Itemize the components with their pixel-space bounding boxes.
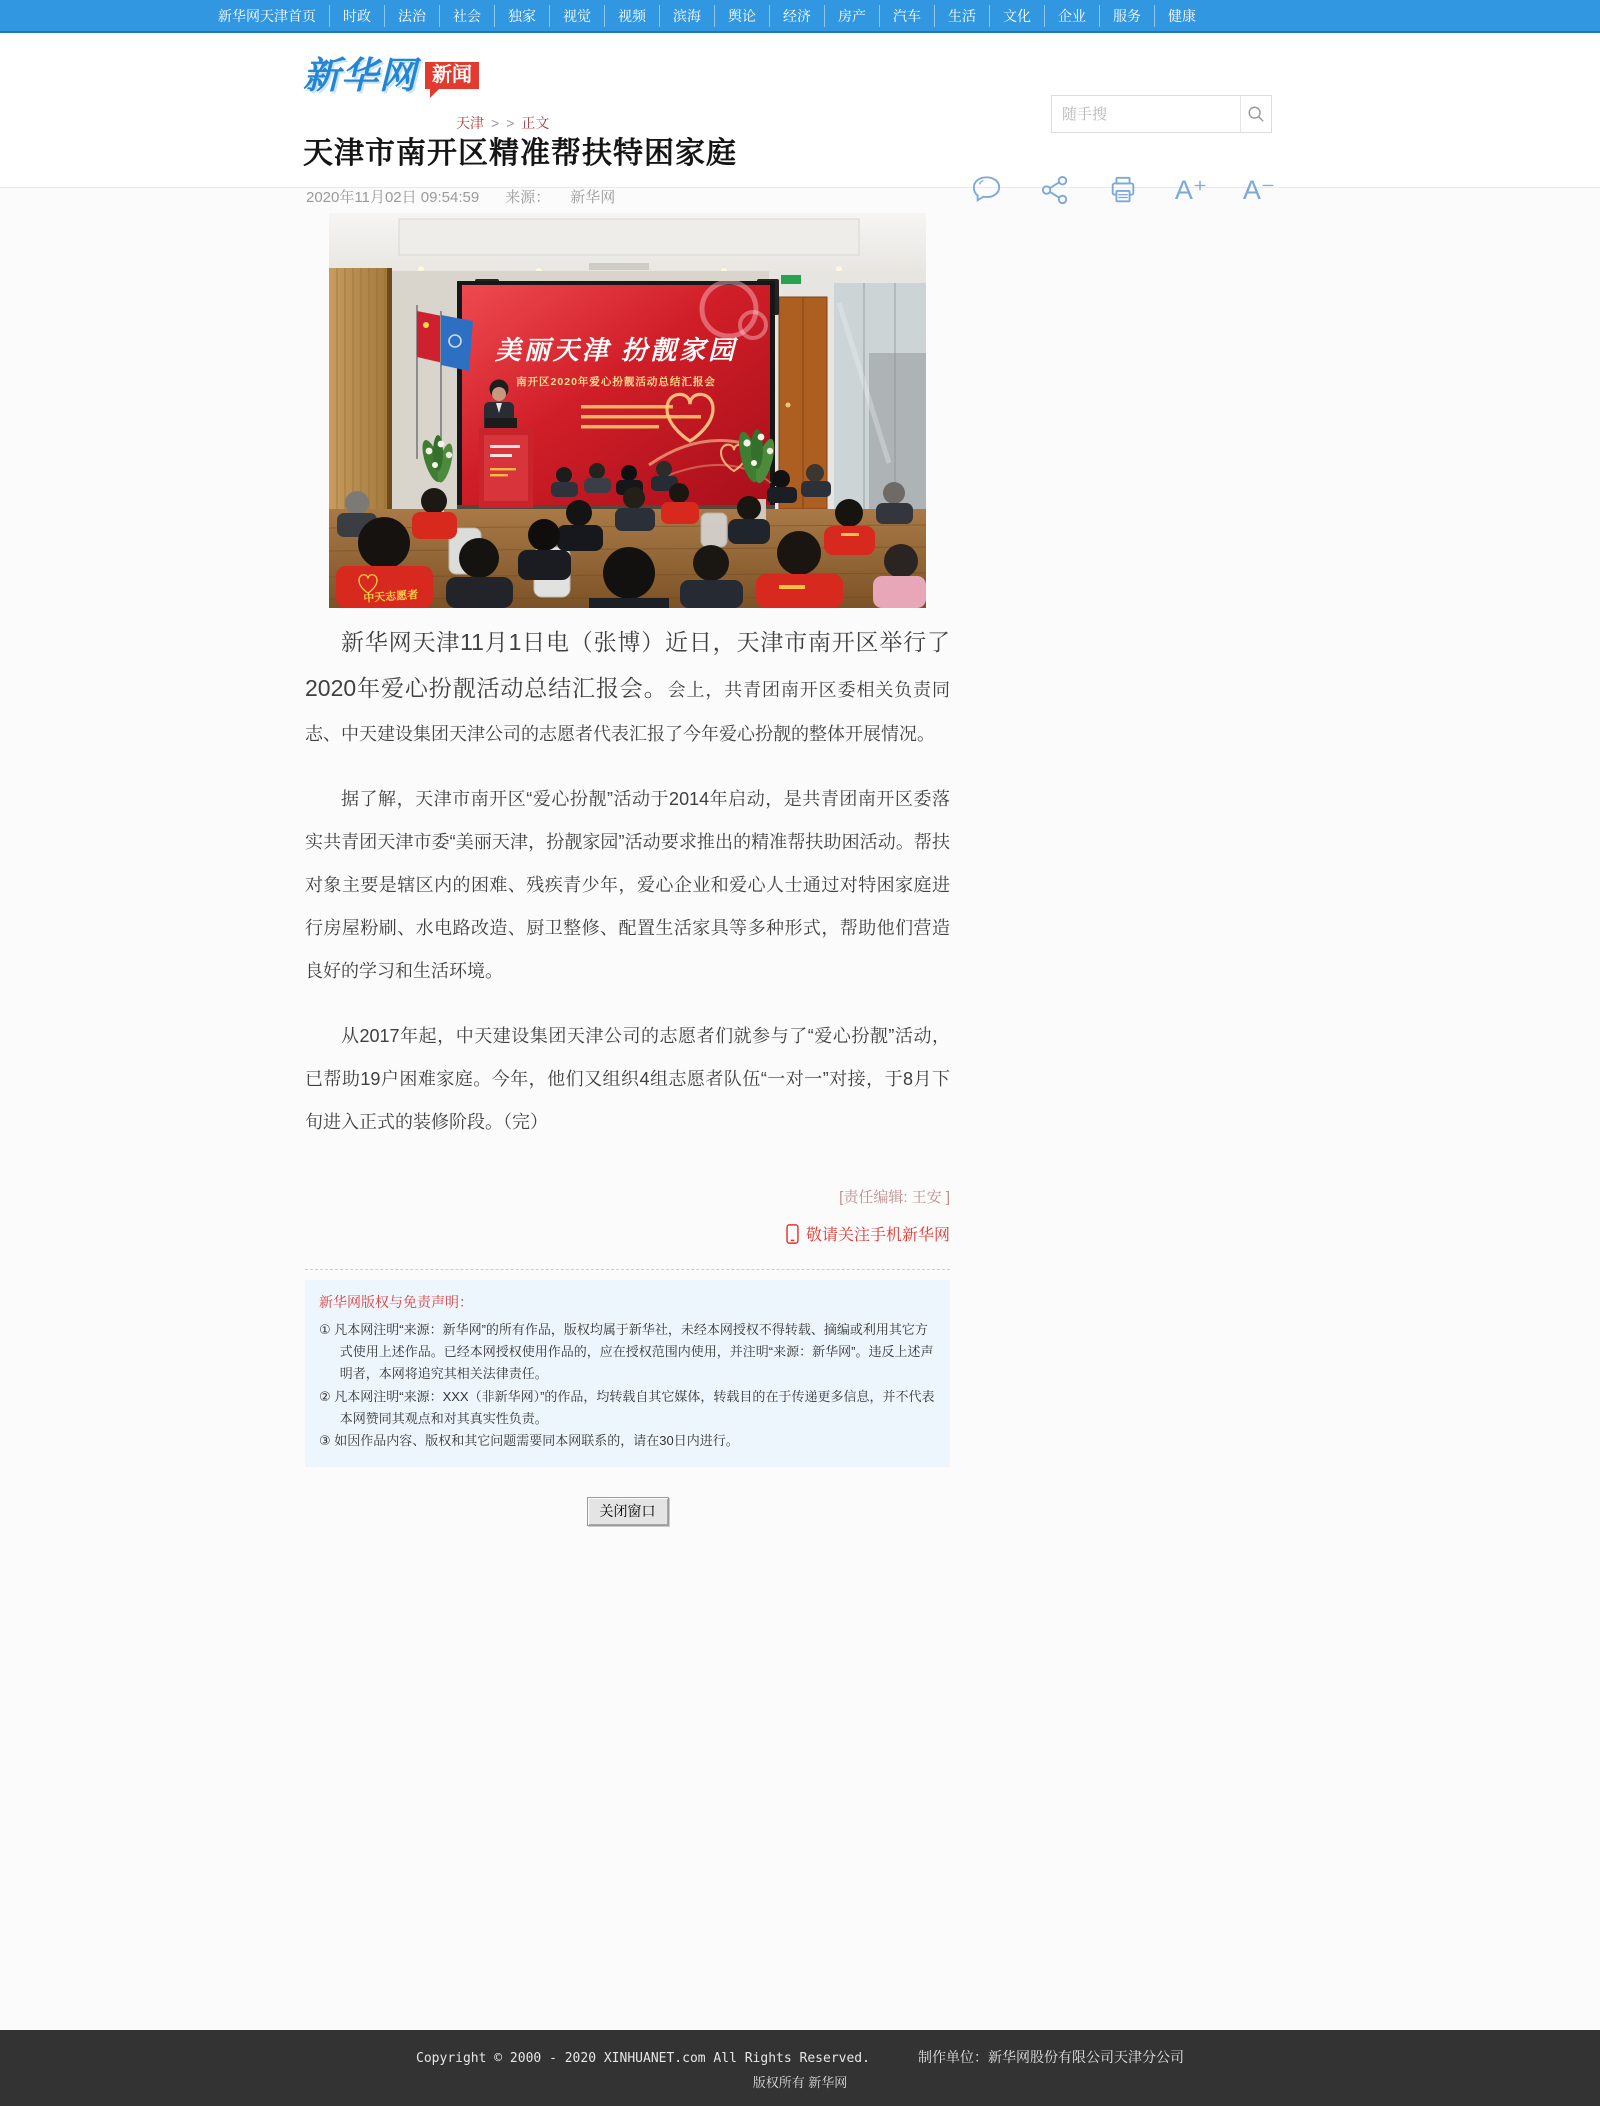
page-header	[0, 33, 1600, 206]
nav-item-home[interactable]: 新华网天津首页	[218, 7, 316, 24]
dashed-divider	[305, 1269, 950, 1270]
nav-item-society[interactable]: 社会	[439, 5, 494, 27]
nav-item-realestate[interactable]: 房产	[824, 5, 879, 27]
font-larger-button[interactable]	[1175, 173, 1207, 207]
logo-text: 新华网	[303, 55, 417, 96]
disclaimer-item: ③ 如因作品内容、版权和其它问题需要同本网联系的，请在30日内进行。	[319, 1433, 739, 1449]
close-window-button[interactable]: 关闭窗口	[587, 1497, 669, 1526]
nav-item-law[interactable]: 法治	[384, 5, 439, 27]
article-photo	[329, 213, 926, 608]
breadcrumb-section-link[interactable]: 天津	[456, 115, 484, 131]
print-button[interactable]	[1107, 173, 1139, 207]
nav-item-exclusive[interactable]: 独家	[494, 5, 549, 27]
article-dateline	[306, 186, 615, 207]
font-larger-icon: A⁺	[1174, 175, 1208, 205]
nav-item-video[interactable]: 视频	[604, 5, 659, 27]
search-input[interactable]	[1052, 96, 1240, 132]
news-badge: 新闻	[425, 62, 479, 89]
article-paragraph-3: 从2017年起，中天建设集团天津公司的志愿者们就参与了“爱心扮靓”活动，已帮助19户困难家庭。今年，他们又组织4组志愿者队伍“一对一”对接，于8月下旬进入正式的装修阶段。（完）	[305, 1026, 950, 1132]
source-value: 新华网	[570, 189, 616, 206]
nav-item-opinion[interactable]: 舆论	[714, 5, 769, 27]
paragraph-rest: 会上，共青团南开区委相关负责同志、中天建设集团天津公司的志愿者代表汇报了今年爱心扮靓的整体开展情况。	[305, 680, 951, 744]
article-paragraph-2: 据了解，天津市南开区“爱心扮靓”活动于2014年启动，是共青团南开区委落实共青团天津市委“美丽天津，扮靓家园”活动要求推出的精准帮扶助困活动。帮扶对象主要是辖区内的困难、残疾青少年，爱心企业和爱心人士通过对特困家庭进行房屋粉刷、水电路改造、厨卫整修、配置生活家具等多种形式，帮助他们营造良好的学习和生活环境。	[305, 789, 950, 981]
top-navigation	[0, 0, 1600, 33]
photo-banner-subtitle: 南开区2020年爱心扮靓活动总结汇报会	[516, 376, 716, 388]
footer-copyright-line	[0, 2030, 1600, 2067]
footer-producer: 制作单位：新华网股份有限公司天津分公司	[917, 2049, 1184, 2065]
font-smaller-icon: A⁻	[1242, 175, 1276, 205]
photo-banner-title: 美丽天津 扮靓家园	[494, 335, 738, 365]
article-toolbar	[971, 173, 1275, 207]
font-smaller-button[interactable]	[1243, 173, 1275, 207]
close-window-area	[305, 1497, 950, 1526]
breadcrumb-separator: >	[491, 115, 500, 131]
publish-date: 2020年11月02日 09:54:59	[306, 189, 480, 206]
nav-item-culture[interactable]: 文化	[989, 5, 1044, 27]
nav-item-health[interactable]: 健康	[1154, 5, 1209, 27]
nav-item-politics[interactable]: 时政	[329, 5, 384, 27]
page-footer	[0, 2030, 1600, 2106]
search-box	[1051, 95, 1272, 133]
nav-item-auto[interactable]: 汽车	[879, 5, 934, 27]
page-title: 天津市南开区精准帮扶特困家庭	[303, 137, 737, 170]
nav-item-economy[interactable]: 经济	[769, 5, 824, 27]
share-icon	[1040, 175, 1070, 205]
comment-button[interactable]	[971, 173, 1003, 207]
search-icon	[1247, 105, 1265, 123]
photo-vest-text: 中天志愿者	[362, 589, 419, 605]
source-label: 来源：	[505, 189, 551, 206]
footer-copyright: Copyright © 2000 - 2020 XINHUANET.com All Rights Reserved.	[416, 2051, 870, 2066]
paragraph-lead: 新华网天津11月1日电（张博）近日，天津市南开区举行了2020年爱心扮靓活动总结汇报会。	[305, 629, 950, 701]
comment-icon	[971, 175, 1003, 205]
xinhuanet-logo[interactable]	[303, 57, 479, 94]
share-button[interactable]	[1039, 173, 1071, 207]
nav-item-enterprise[interactable]: 企业	[1044, 5, 1099, 27]
article-body	[305, 213, 950, 1526]
footer-rights-line: 版权所有 新华网	[752, 2075, 848, 2090]
mobile-xinhuanet-link[interactable]	[786, 1222, 950, 1245]
disclaimer-item: ① 凡本网注明“来源：新华网”的所有作品，版权均属于新华社，未经本网授权不得转载、摘编或利用其它方式使用上述作品。已经本网授权使用作品的，应在授权范围内使用，并注明“来源：新华网”。违反上述声明者，本网将追究其相关法律责任。	[319, 1321, 934, 1382]
mobile-link-label: 敬请关注手机新华网	[805, 1227, 950, 1244]
editor-credit: [责任编辑: 王安 ]	[839, 1189, 950, 1206]
print-icon	[1108, 175, 1138, 205]
mobile-phone-icon	[786, 1224, 799, 1244]
breadcrumb-separator: >	[506, 115, 515, 131]
nav-item-binhai[interactable]: 滨海	[659, 5, 714, 27]
mobile-promo-line	[305, 1222, 950, 1249]
disclaimer-item: ② 凡本网注明“来源：XXX（非新华网）”的作品，均转载自其它媒体，转载目的在于传递更多信息，并不代表本网赞同其观点和对其真实性负责。	[319, 1388, 935, 1426]
breadcrumb-current: 正文	[521, 115, 550, 131]
search-button[interactable]	[1240, 96, 1271, 132]
disclaimer-title: 新华网版权与免责声明：	[319, 1293, 473, 1310]
nav-item-vision[interactable]: 视觉	[549, 5, 604, 27]
article-paragraph-1	[305, 620, 950, 756]
nav-item-service[interactable]: 服务	[1099, 5, 1154, 27]
nav-item-life[interactable]: 生活	[934, 5, 989, 27]
copyright-disclaimer-box	[305, 1280, 950, 1467]
